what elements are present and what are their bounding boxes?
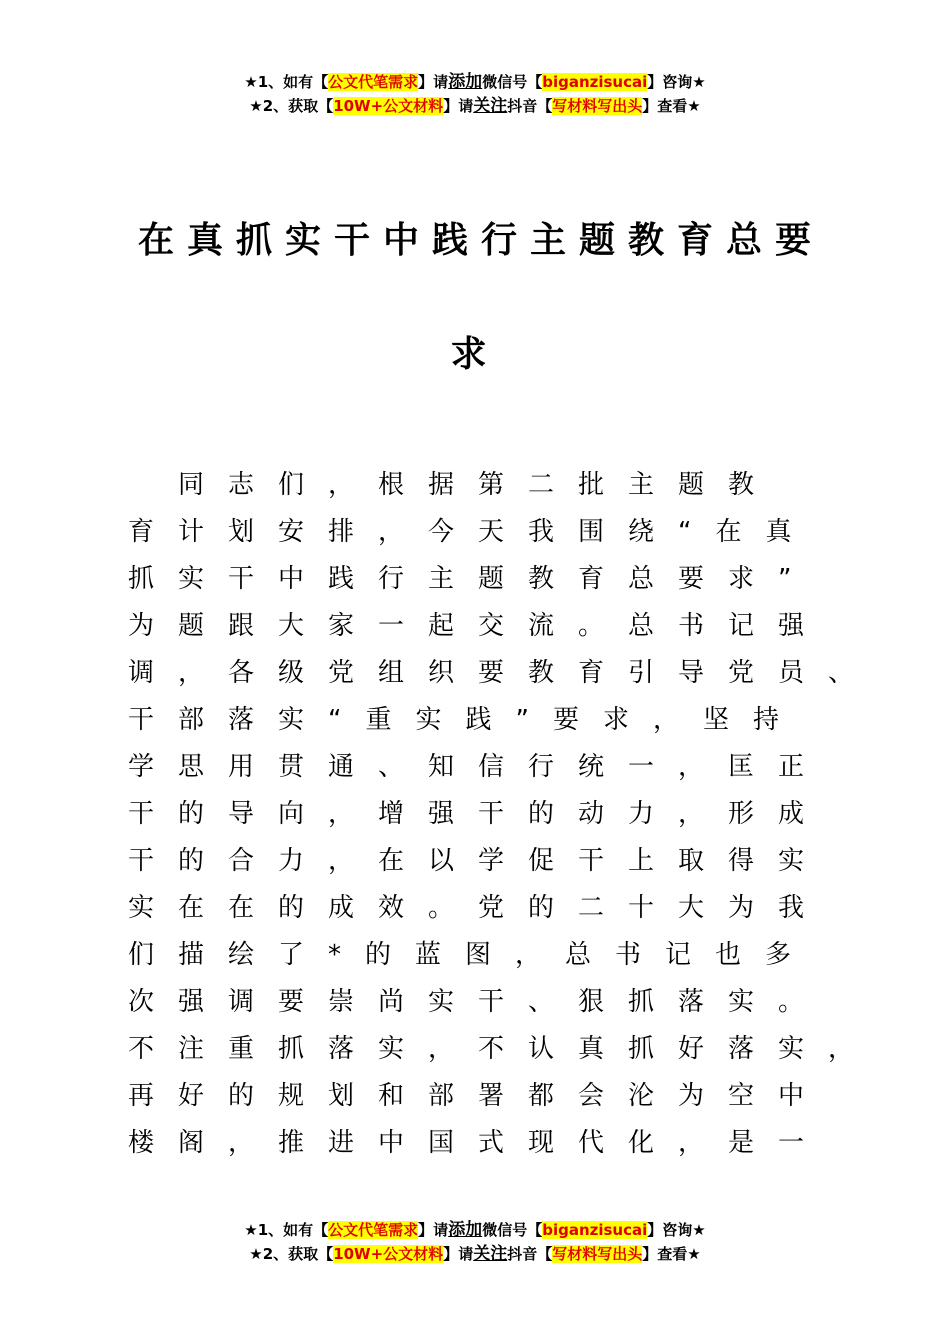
document-title-line-1: 在真抓实干中践行主题教育总要 [137, 220, 824, 261]
banner-highlight: 写材料写出头 [552, 97, 643, 115]
banner-text: 】请 [443, 1245, 474, 1263]
banner-line-1 [0, 70, 950, 94]
body-line: 实在在的成效。党的二十大为我 [128, 893, 829, 923]
banner-text: ★1、如有【 [244, 1221, 329, 1239]
banner-highlight: 10W+公文材料 [333, 97, 444, 115]
body-line: 再好的规划和部署都会沦为空中 [128, 1081, 829, 1111]
banner-highlight: 公文代笔需求 [328, 73, 419, 91]
body-line: 们描绘了*的蓝图，总书记也多 [128, 940, 816, 970]
banner-underline: 关注 [473, 96, 508, 116]
banner-text: ★1、如有【 [244, 73, 329, 91]
banner-underline: 关注 [473, 1244, 508, 1264]
banner-text: 】咨询★ [647, 73, 706, 91]
banner-underline: 添加 [448, 1220, 483, 1240]
body-line: 抓实干中践行主题教育总要求” [128, 564, 816, 594]
body-line: 不注重抓落实，不认真抓好落实， [128, 1034, 879, 1064]
body-line: 干部落实“重实践”要求，坚持 [128, 705, 803, 735]
body-line: 调，各级党组织要教育引导党员、 [128, 658, 879, 688]
banner-text: 抖音【 [507, 1245, 553, 1263]
banner-text: ★2、获取【 [249, 1245, 334, 1263]
body-line: 次强调要崇尚实干、狠抓落实。 [128, 987, 829, 1017]
banner-text: 】请 [418, 73, 449, 91]
banner-line-2 [0, 1242, 950, 1266]
body-line: 干的合力，在以学促干上取得实 [128, 846, 829, 876]
banner-highlight: 公文代笔需求 [328, 1221, 419, 1239]
banner-text: 微信号【 [482, 1221, 543, 1239]
footer-banner [0, 1218, 950, 1266]
body-line: 同志们，根据第二批主题教 [128, 470, 779, 500]
banner-highlight: 10W+公文材料 [333, 1245, 444, 1263]
banner-text: ★2、获取【 [249, 97, 334, 115]
body-line: 楼阁，推进中国式现代化，是一 [128, 1128, 829, 1158]
banner-underline: 添加 [448, 72, 483, 92]
body-line: 为题跟大家一起交流。总书记强 [128, 611, 829, 641]
banner-highlight: 写材料写出头 [552, 1245, 643, 1263]
body-line: 学思用贯通、知信行统一，匡正 [128, 752, 829, 782]
banner-highlight: biganzisucai [542, 73, 648, 91]
banner-text: 】请 [443, 97, 474, 115]
banner-text: 】咨询★ [647, 1221, 706, 1239]
body-line: 干的导向，增强干的动力，形成 [128, 799, 829, 829]
banner-text: 微信号【 [482, 73, 543, 91]
banner-line-1 [0, 1218, 950, 1242]
header-banner [0, 70, 950, 118]
banner-text: 】请 [418, 1221, 449, 1239]
banner-text: 抖音【 [507, 97, 553, 115]
body-line: 育计划安排，今天我围绕“在真 [128, 517, 816, 547]
banner-line-2 [0, 94, 950, 118]
banner-text: 】查看★ [642, 97, 701, 115]
document-title-line-2: 求 [450, 334, 500, 375]
banner-text: 】查看★ [642, 1245, 701, 1263]
banner-highlight: biganzisucai [542, 1221, 648, 1239]
